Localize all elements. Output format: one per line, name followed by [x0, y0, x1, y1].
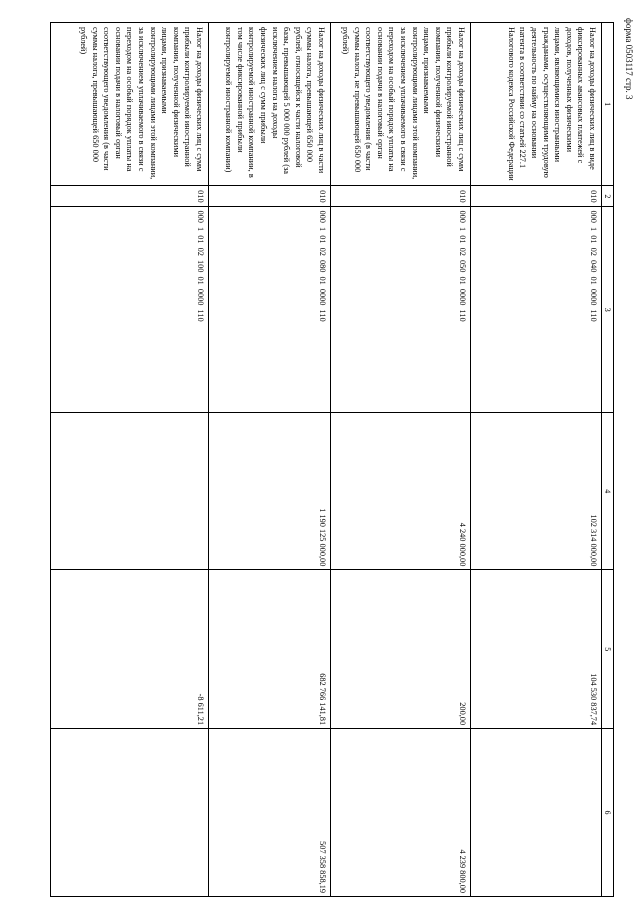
table-row	[331, 23, 471, 897]
header-col-3: 3	[602, 207, 614, 413]
row-unexecuted: 4 239 800,00	[458, 849, 467, 893]
row-unexecuted	[598, 729, 601, 893]
row-line-code: 010	[318, 190, 327, 203]
header-col-5: 5	[602, 570, 614, 729]
row-income-code: 000 1 01 02 040 01 0000 110	[589, 210, 598, 322]
row-approved: 102 314 000,00	[589, 514, 598, 567]
row-name: Налог на доходы физических лиц в части суммы налога, превышающей 650 000 рублей, относящейся к части налоговой базы, превышающей 5 000 000 рублей (за исключением налога на доходы физических лиц с сумм прибыли контролируемой иностранной компании, в том числе фиксированной прибыли контролируемой иностранной компании)	[209, 23, 331, 186]
header-col-4: 4	[602, 413, 614, 570]
row-line-code: 010	[458, 190, 467, 203]
table-row	[209, 23, 331, 897]
report-table	[50, 22, 614, 897]
row-line-code: 010	[196, 190, 205, 203]
row-unexecuted	[205, 729, 208, 893]
row-approved	[205, 413, 208, 566]
header-col-6: 6	[602, 729, 614, 897]
header-col-2: 2	[602, 186, 614, 207]
table-row	[471, 23, 602, 897]
header-col-1: 1	[602, 23, 614, 186]
row-unexecuted: 507 358 858,19	[318, 841, 327, 893]
row-executed: 682 766 141,81	[318, 673, 327, 726]
row-line-code: 010	[589, 190, 598, 203]
row-name: Налог на доходы физических лиц с сумм прибыли контролируемой иностранной компании, полученной физическими лицами, признаваемыми контролирующими лицами этой компании, за исключением уплачиваемого в связи с переходом на особый порядок уплаты на основании подачи в налоговый орган соответствующего уведомления (в части суммы налога, превышающей 650 000 рублей)	[51, 23, 209, 186]
row-income-code: 000 1 01 02 050 01 0000 110	[458, 210, 467, 322]
row-name: Налог на доходы физических лиц в виде фиксированных авансовых платежей с доходов, полученных физическими лицами, являющимися иностранными гражданами, осуществляющими трудовую деятельность по найму на основании патента в соответствии со статьей 227.1 Налогового кодекса Российской Федерации	[471, 23, 602, 186]
row-income-code: 000 1 01 02 080 01 0000 110	[318, 210, 327, 322]
row-executed: -8 611,21	[196, 693, 205, 726]
table-row	[51, 23, 209, 897]
row-executed: 104 530 837,74	[589, 673, 598, 726]
row-approved: 4 240 000,00	[458, 522, 467, 567]
row-income-code: 000 1 01 02 100 01 0000 110	[196, 210, 205, 322]
form-label: форма 0503117 стр. 3	[624, 18, 634, 100]
row-executed: 200,00	[458, 702, 467, 726]
header-row	[602, 23, 614, 897]
row-approved: 1 190 125 000,00	[318, 508, 327, 567]
row-name: Налог на доходы физических лиц с сумм прибыли контролируемой иностранной компании, полученной физическими лицами, признаваемыми контролирующими лицами этой компании, за исключением уплачиваемого в связи с переходом на особый порядок уплаты на основании подачи в налоговый орган соответствующего уведомления (в части суммы налога, не превышающей 650 000 рублей)	[331, 23, 471, 186]
